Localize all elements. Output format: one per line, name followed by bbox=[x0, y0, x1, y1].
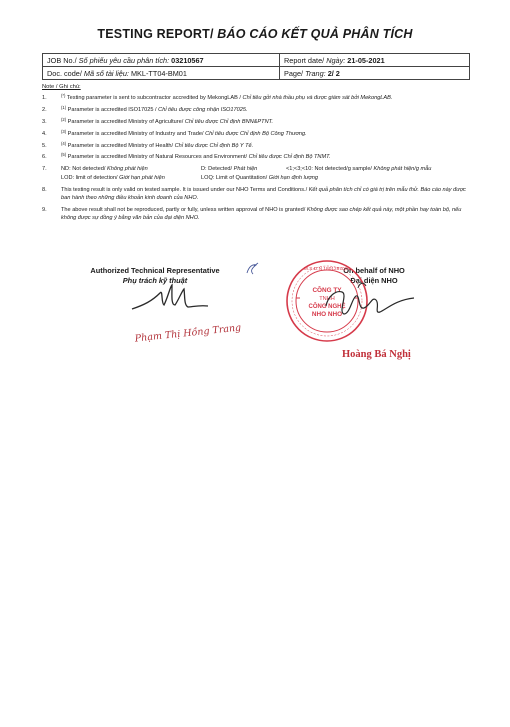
technical-representative-name: Phạm Thị Hồng Trang bbox=[134, 322, 242, 345]
technical-representative-subtitle: Phụ trách kỹ thuật bbox=[122, 276, 188, 285]
svg-text:CÔNG NGHỆ: CÔNG NGHỆ bbox=[308, 304, 346, 310]
report-title bbox=[0, 27, 510, 41]
note-item: 9. The above result shall not be reproduced, partly or fully, unless written approval of NHO is granted/ Không được sao chép kết quả này, một phần hay toàn bộ, nếu không được sự đồng ý bằng văn bản của đại diện NHO. bbox=[42, 206, 462, 222]
initial-mark-icon bbox=[244, 262, 260, 276]
note-item: 6. $^{(5)}$ Parameter is accredited Ministry of Natural Resources and Environment/ Chỉ tiêu được Chỉ định Bộ TNMT. bbox=[42, 152, 331, 161]
title-english: TESTING REPORT/ bbox=[97, 27, 214, 41]
svg-text:NHO NHO: NHO NHO bbox=[311, 311, 343, 318]
report-date-cell: Report date/ Ngày: 21-05-2021 bbox=[280, 54, 470, 67]
note-item: 4. $^{(3)}$ Parameter is accredited Ministry of Industry and Trade/ Chỉ tiêu được Chỉ định Bộ Công Thương. bbox=[42, 128, 307, 137]
svg-text:CÔNG TY: CÔNG TY bbox=[312, 287, 342, 294]
note-item-abbreviations: 7. ND: Not detected/ Không phát hiện D: Detected/ Phát hiện <1;<3;<10: Not detected/g sample/ Không phát hiện/g mẫu LOD: limit of detection/ Giới hạn phát hiện LOQ: Limit of Quantitation/ Giới hạn định lượng bbox=[42, 166, 432, 181]
nho-signature-icon bbox=[318, 278, 418, 328]
notes-list bbox=[42, 94, 474, 226]
note-item: 3. $^{(2)}$ Parameter is accredited Ministry of Agriculture/ Chỉ tiêu được Chỉ định BNN&PTNT. bbox=[42, 116, 274, 125]
nho-representative-title: On behalf of NHO bbox=[343, 266, 405, 275]
note-item: 2. $^{(1)}$ Parameter is accredited ISO17025 / Chỉ tiêu được công nhận ISO17025. bbox=[42, 104, 248, 113]
job-number-value: 03210567 bbox=[171, 55, 204, 65]
report-date-value: 21-05-2021 bbox=[347, 55, 385, 65]
title-vietnamese: BÁO CÁO KẾT QUẢ PHÂN TÍCH bbox=[213, 27, 413, 41]
svg-text:TNHH: TNHH bbox=[319, 296, 335, 302]
page-number-cell: Page/ Trang: 2/ 2 bbox=[280, 67, 470, 80]
doc-code-value: MKL-TT04-BM01 bbox=[130, 68, 187, 78]
page-number-value: 2/ 2 bbox=[327, 68, 340, 78]
notes-heading: Note / Ghi chú: bbox=[42, 84, 81, 90]
nho-representative-subtitle: Đại diện NHO bbox=[350, 276, 398, 285]
svg-text:M.S.D.N 1801287068: M.S.D.N 1801287068 bbox=[303, 267, 351, 272]
job-number-cell: JOB No./ Số phiếu yêu cầu phân tích: 03210567 bbox=[43, 54, 280, 67]
technical-representative-title: Authorized Technical Representative bbox=[90, 266, 220, 275]
doc-code-cell: Doc. code/ Mã số tài liệu: MKL-TT04-BM01 bbox=[43, 67, 280, 80]
technical-signature-icon bbox=[130, 275, 210, 323]
note-item: 8. This testing result is only valid on tested sample. It is issued under our NHO Terms and Conditions./ Kết quả phân tích chỉ có giá trị trên mẫu thử. Báo cáo này được ban hành theo những điều khoản kinh doanh của NHO. bbox=[42, 186, 466, 201]
report-info-table bbox=[42, 53, 470, 80]
note-item: 1. (*) Testing parameter is sent to subcontractor accredited by MekongLAB / Chỉ tiêu gởi nhà thầu phụ và được giám sát bởi MekongLAB. bbox=[42, 93, 393, 101]
note-item: 5. $^{(4)}$ Parameter is accredited Ministry of Health/ Chỉ tiêu được Chỉ định Bộ Y Tế. bbox=[42, 140, 254, 149]
nho-representative-name: Hoàng Bá Nghị bbox=[342, 349, 411, 360]
